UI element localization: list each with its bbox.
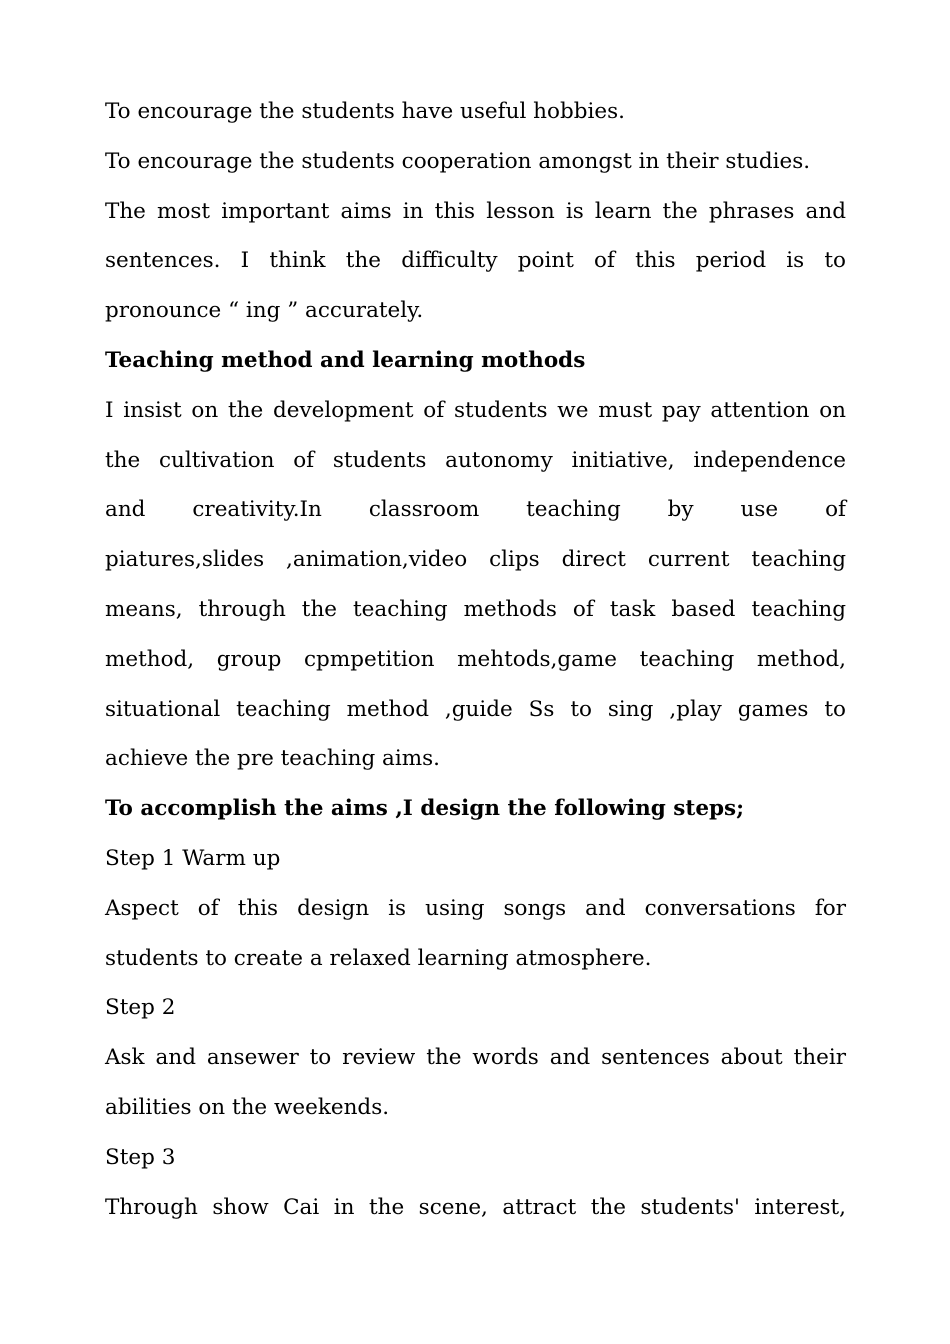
step-label: Step 1 Warm up [105, 845, 281, 871]
text-line: means, through the teaching methods of task based teaching [105, 596, 846, 622]
text-line: situational teaching method ,guide Ss to sing ,play games to [105, 696, 846, 722]
text-line: Ask and ansewer to review the words and sentences about their [105, 1045, 846, 1071]
text-line: I insist on the development of students we must pay attention on [105, 397, 846, 423]
step-label: Step 3 [105, 1144, 176, 1170]
text-line: The most important aims in this lesson is learn the phrases and [105, 198, 846, 224]
text-line: method, group cpmpetition mehtods,game teaching method, [105, 646, 846, 672]
text-line: Through show Cai in the scene, attract the students' interest, [105, 1194, 846, 1220]
text-line: Aspect of this design is using songs and conversations for [105, 895, 846, 921]
text-line: achieve the pre teaching aims. [105, 746, 440, 772]
text-line: sentences. I think the difficulty point of this period is to [105, 248, 846, 274]
section-heading: To accomplish the aims ,I design the following steps; [105, 796, 745, 822]
text-line: To encourage the students have useful hobbies. [105, 99, 625, 124]
section-heading: Teaching method and learning mothods [105, 347, 586, 373]
text-line: piatures,slides ,animation,video clips direct current teaching [105, 547, 846, 573]
text-line: abilities on the weekends. [105, 1094, 390, 1120]
text-line: pronounce “ ing ” accurately. [105, 298, 424, 324]
text-line: students to create a relaxed learning atmosphere. [105, 945, 652, 971]
text-line: and creativity.In classroom teaching by use of [105, 497, 846, 523]
text-line: the cultivation of students autonomy initiative, independence [105, 447, 846, 473]
text-line: To encourage the students cooperation amongst in their studies. [105, 148, 811, 174]
document-page [105, 87, 846, 1232]
step-label: Step 2 [105, 995, 176, 1021]
